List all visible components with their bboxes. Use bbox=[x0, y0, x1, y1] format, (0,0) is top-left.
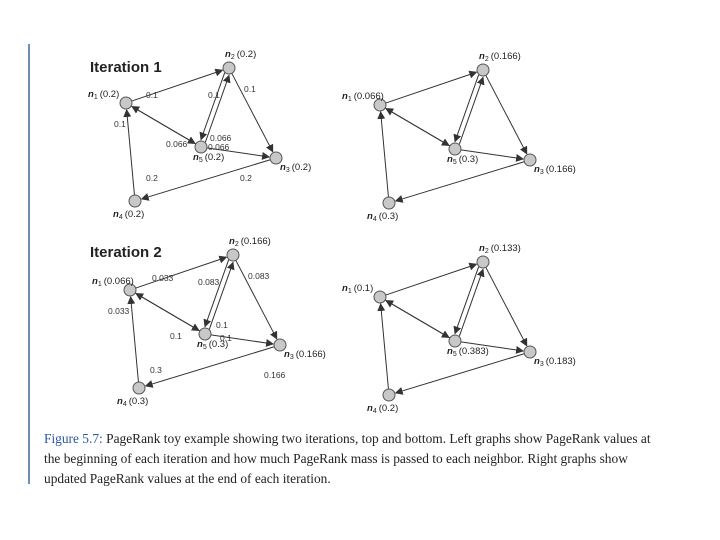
mass-label: 0.3 bbox=[150, 365, 162, 375]
mass-label: 0.066 bbox=[166, 139, 188, 149]
node-label-n3: $n_3$ (0.183) bbox=[534, 356, 576, 368]
node-label-n3: $n_3$ (0.166) bbox=[534, 164, 576, 176]
edge-n4-to-n1 bbox=[127, 110, 135, 195]
graph-iteration-2-before bbox=[92, 236, 326, 408]
node-n2 bbox=[223, 62, 235, 74]
edge-n2-to-n5 bbox=[201, 73, 225, 140]
node-label-n2: $n_2$ (0.166) bbox=[479, 51, 521, 63]
node-label-n4: $n_4$ (0.3) bbox=[367, 211, 399, 223]
edge-n4-to-n1 bbox=[131, 297, 139, 382]
node-label-n5: $n_5$ (0.3) bbox=[447, 154, 479, 166]
mass-label: 0.033 bbox=[108, 306, 130, 316]
node-label-n4: $n_4$ (0.2) bbox=[367, 403, 399, 415]
mass-label: 0.083 bbox=[248, 271, 270, 281]
edge-n2-to-n5 bbox=[205, 260, 229, 327]
figure-caption bbox=[44, 429, 654, 489]
mass-label: 0.1 bbox=[170, 331, 182, 341]
iteration-2-title: Iteration 2 bbox=[90, 244, 162, 261]
edge-n1-to-n2 bbox=[386, 72, 477, 103]
node-n2 bbox=[477, 256, 489, 268]
node-n4 bbox=[383, 389, 395, 401]
edge-n4-to-n1 bbox=[381, 304, 389, 389]
mass-label: 0.066 bbox=[210, 133, 232, 143]
edge-n3-to-n4 bbox=[146, 347, 275, 386]
mass-label: 0.066 bbox=[208, 142, 230, 152]
node-label-n2: $n_2$ (0.2) bbox=[225, 49, 257, 61]
node-label-n5: $n_5$ (0.2) bbox=[193, 152, 225, 164]
caption-text: PageRank toy example showing two iterations, top and bottom. Left graphs show PageRank values at the beginning of each iteration and how much PageRank mass is passed to each neighbor. Right graphs show updated PageRank values at the end of each iteration. bbox=[44, 431, 651, 486]
node-label-n4: $n_4$ (0.3) bbox=[117, 396, 149, 408]
mass-label: 0.1 bbox=[146, 90, 158, 100]
edge-n2-to-n5 bbox=[455, 75, 479, 142]
mass-label: 0.166 bbox=[264, 370, 286, 380]
mass-label: 0.1 bbox=[220, 333, 232, 343]
edge-n2-to-n5 bbox=[455, 267, 479, 334]
node-label-n3: $n_3$ (0.2) bbox=[280, 162, 312, 174]
node-label-n3: $n_3$ (0.166) bbox=[284, 349, 326, 361]
edge-n5-to-n2 bbox=[459, 269, 483, 336]
node-n2 bbox=[477, 64, 489, 76]
node-label-n1: $n_1$ (0.2) bbox=[88, 89, 120, 101]
node-n1 bbox=[120, 97, 132, 109]
node-label-n5: $n_5$ (0.3) bbox=[197, 339, 229, 351]
edge-n5-to-n1 bbox=[386, 109, 450, 146]
node-n4 bbox=[129, 195, 141, 207]
mass-label: 0.1 bbox=[244, 84, 256, 94]
edge-n3-to-n4 bbox=[396, 354, 525, 393]
node-label-n1: $n_1$ (0.066) bbox=[342, 91, 384, 103]
edge-n5-to-n1 bbox=[136, 294, 200, 331]
edge-n2-to-n3 bbox=[486, 267, 527, 345]
graph-iteration-1-before bbox=[88, 49, 311, 221]
node-label-n4: $n_4$ (0.2) bbox=[113, 209, 145, 221]
node-label-n2: $n_2$ (0.166) bbox=[229, 236, 271, 248]
edge-n4-to-n1 bbox=[381, 112, 389, 197]
node-n4 bbox=[133, 382, 145, 394]
edge-n1-to-n2 bbox=[386, 264, 477, 295]
node-label-n5: $n_5$ (0.383) bbox=[447, 346, 489, 358]
graph-iteration-2-after bbox=[342, 243, 576, 415]
mass-label: 0.083 bbox=[198, 277, 220, 287]
node-label-n1: $n_1$ (0.1) bbox=[342, 283, 374, 295]
edge-n3-to-n4 bbox=[396, 162, 525, 201]
node-n1 bbox=[374, 291, 386, 303]
edge-n5-to-n1 bbox=[386, 301, 450, 338]
node-label-n2: $n_2$ (0.133) bbox=[479, 243, 521, 255]
mass-label: 0.2 bbox=[146, 173, 158, 183]
mass-label: 0.1 bbox=[216, 320, 228, 330]
mass-label: 0.1 bbox=[208, 90, 220, 100]
iteration-1-title: Iteration 1 bbox=[90, 59, 162, 76]
node-n2 bbox=[227, 249, 239, 261]
figure-label: Figure 5.7: bbox=[44, 431, 103, 446]
node-label-n1: $n_1$ (0.066) bbox=[92, 276, 134, 288]
mass-label: 0.1 bbox=[114, 119, 126, 129]
edge-n5-to-n2 bbox=[459, 77, 483, 144]
node-n4 bbox=[383, 197, 395, 209]
mass-label: 0.2 bbox=[240, 173, 252, 183]
mass-label: 0.033 bbox=[152, 273, 174, 283]
graph-iteration-1-after bbox=[342, 51, 576, 223]
edge-n2-to-n3 bbox=[486, 75, 527, 153]
